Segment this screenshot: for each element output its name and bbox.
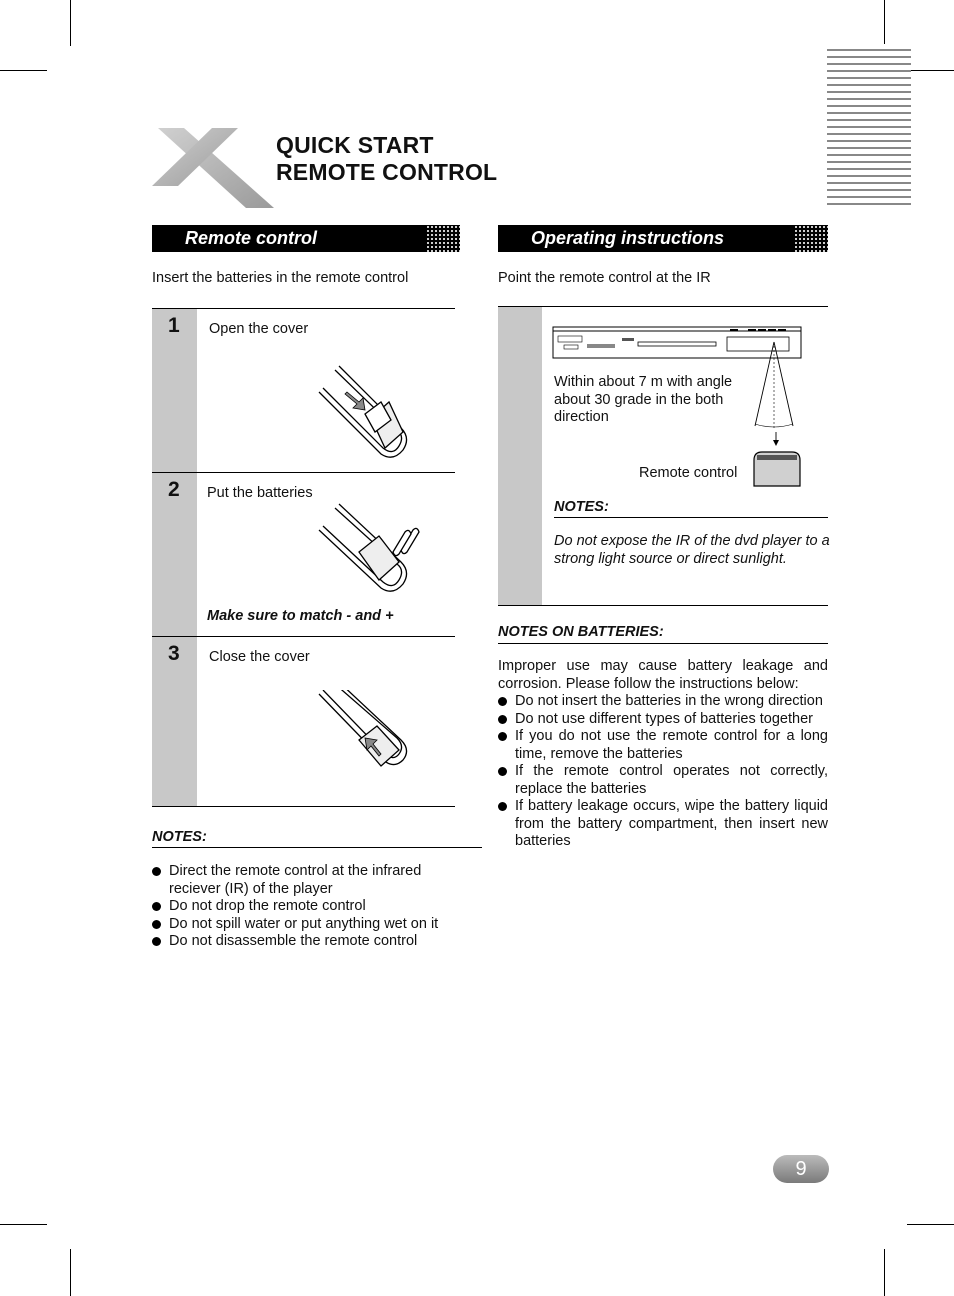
list-item: Do not drop the remote control <box>152 898 472 916</box>
divider <box>152 472 455 473</box>
side-panel <box>498 307 542 605</box>
crop-mark <box>907 1224 954 1225</box>
crop-mark <box>907 70 954 71</box>
step-3-number: 3 <box>168 642 180 665</box>
divider <box>498 643 828 644</box>
page-title-line2: REMOTE CONTROL <box>276 159 498 185</box>
battery-notes-title: NOTES ON BATTERIES: <box>498 624 664 640</box>
list-item: Do not insert the batteries in the wrong direction <box>498 693 828 711</box>
section-bar-remote-control <box>152 225 460 252</box>
x-logo-icon <box>150 124 280 210</box>
step-2-number: 2 <box>168 478 180 501</box>
divider <box>554 517 828 518</box>
range-description: Within about 7 m with angle about 30 grade in the both direction <box>554 374 733 425</box>
divider <box>152 636 455 637</box>
section-title: Remote control <box>185 228 318 248</box>
crop-mark <box>0 70 47 71</box>
dot-pattern <box>426 225 460 252</box>
divider <box>152 308 455 309</box>
left-notes-title: NOTES: <box>152 829 207 845</box>
page-title-line1: QUICK START <box>276 132 434 158</box>
crop-mark <box>884 1249 885 1296</box>
left-intro: Insert the batteries in the remote control <box>152 270 409 286</box>
divider <box>152 847 482 848</box>
left-notes-list <box>152 863 472 951</box>
stripe-decoration <box>827 44 911 210</box>
crop-mark <box>0 1224 47 1225</box>
right-notes-title: NOTES: <box>554 499 609 515</box>
crop-mark <box>884 0 885 46</box>
dot-pattern <box>794 225 828 252</box>
list-item: Do not disassemble the remote control <box>152 933 472 951</box>
crop-mark <box>70 1249 71 1296</box>
step-1-text: Open the cover <box>209 321 309 337</box>
crop-mark <box>70 0 71 46</box>
step-1-number: 1 <box>168 314 180 337</box>
section-bar-operating-instructions <box>498 225 828 252</box>
step-2-text: Put the batteries <box>207 485 313 501</box>
list-item: If you do not use the remote control for a long time, remove the batteries <box>498 728 828 763</box>
remote-open-cover-illustration <box>315 362 410 460</box>
divider <box>498 306 828 307</box>
step-3-text: Close the cover <box>209 649 310 665</box>
list-item: Do not use different types of batteries together <box>498 711 828 729</box>
remote-control-label: Remote control <box>639 465 738 481</box>
polarity-note: Make sure to match - and + <box>207 608 394 624</box>
step-number-panel <box>152 309 197 806</box>
battery-intro: Improper use may cause battery leakage and corrosion. Please follow the instructions below: <box>498 658 828 692</box>
section-title: Operating instructions <box>531 228 725 248</box>
list-item: If battery leakage occurs, wipe the battery liquid from the battery compartment, then insert new batteries <box>498 798 828 851</box>
right-notes-text: Do not expose the IR of the dvd player to a strong light source or direct sunlight. <box>554 533 830 567</box>
right-intro: Point the remote control at the IR <box>498 270 711 286</box>
remote-batteries-illustration <box>315 500 425 595</box>
divider <box>498 605 828 606</box>
battery-notes-list <box>498 693 828 851</box>
list-item: Do not spill water or put anything wet on it <box>152 916 472 934</box>
divider <box>152 806 455 807</box>
page-number: 9 <box>773 1155 829 1183</box>
list-item: If the remote control operates not correctly, replace the batteries <box>498 763 828 798</box>
list-item: Direct the remote control at the infrared reciever (IR) of the player <box>152 863 472 898</box>
remote-close-cover-illustration <box>315 690 410 785</box>
